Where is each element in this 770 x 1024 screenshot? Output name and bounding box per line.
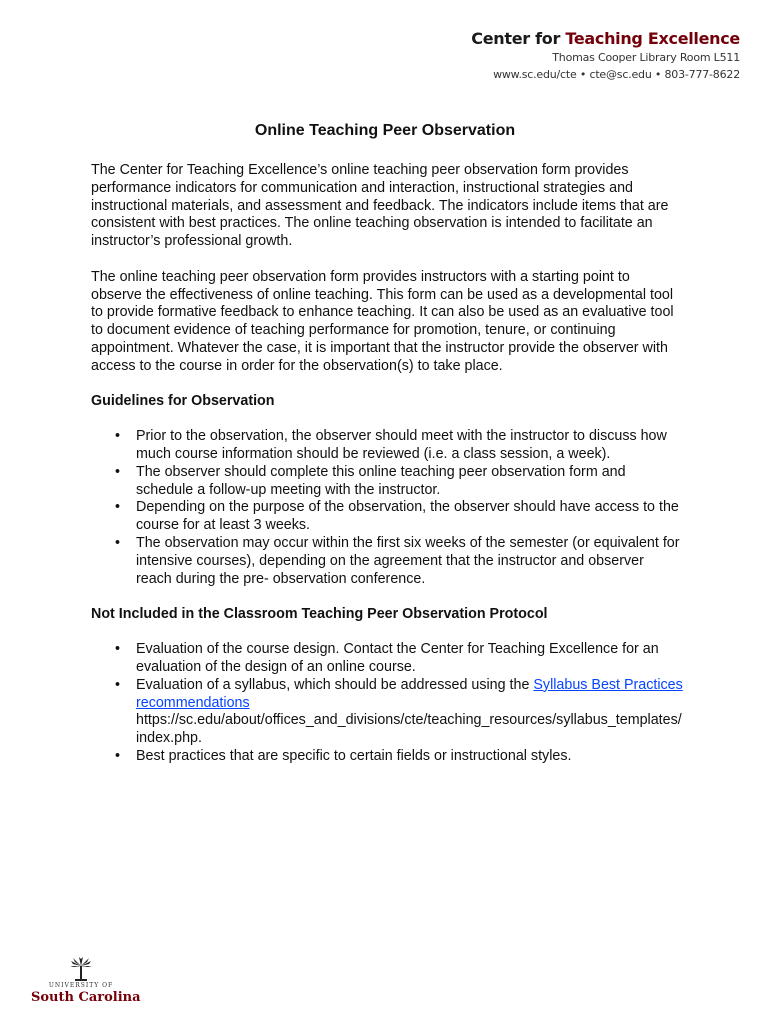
letterhead-title-part2: Teaching Excellence (565, 29, 740, 48)
university-logo (31, 956, 141, 1005)
list-item-text (136, 677, 683, 746)
list-item-text: Best practices that are specific to certain fields or instructional styles. (136, 747, 572, 764)
list-item (115, 535, 683, 588)
letterhead-address: Thomas Cooper Library Room L511 (552, 51, 740, 64)
bullet-icon: • (115, 534, 121, 551)
logo-south-carolina: South Carolina (31, 990, 141, 1005)
list-item (115, 748, 683, 766)
bullet-icon: • (115, 641, 121, 658)
palmetto-tree-icon (68, 956, 94, 982)
letterhead-title (471, 29, 740, 49)
bullet-icon: • (115, 499, 121, 516)
letterhead-title-part1: Center for (471, 29, 561, 48)
not-included-heading: Not Included in the Classroom Teaching Peer Observation Protocol (91, 606, 548, 623)
syllabus-best-practices-link[interactable]: Syllabus Best Practices recommendations (136, 676, 683, 711)
not-included-list (115, 641, 683, 766)
document-body (91, 162, 683, 784)
guidelines-list (115, 428, 683, 588)
list-item-text: Prior to the observation, the observer should meet with the instructor to discuss how much course information should be reviewed (i.e. a class session, a week). (136, 428, 667, 462)
letterhead (471, 29, 740, 83)
letterhead-contact: www.sc.edu/cte • cte@sc.edu • 803-777-8622 (493, 68, 740, 81)
list-item-text: The observer should complete this online teaching peer observation form and schedule a follow-up meeting with the instructor. (136, 463, 626, 498)
list-item-text: Evaluation of the course design. Contact the Center for Teaching Excellence for an evaluation of the design of an online course. (136, 641, 659, 675)
logo-university-of: UNIVERSITY OF (48, 982, 114, 989)
list-item (115, 677, 683, 748)
list-item-text: The observation may occur within the first six weeks of the semester (or equivalent for intensive courses), depending on the agreement that the instructor and observer reach during the pre- observation conference. (136, 534, 680, 587)
list-item-text: Depending on the purpose of the observation, the observer should have access to the course for at least 3 weeks. (136, 499, 679, 534)
intro-paragraph: The Center for Teaching Excellence’s online teaching peer observation form provides performance indicators for communication and interaction, instructional strategies and instructional materials, and assessment and feedback. The indicators include items that are consistent with best practices. The online teaching observation is intended to facilitate an instructor’s professional growth. (91, 162, 669, 250)
guidelines-heading: Guidelines for Observation (91, 393, 275, 410)
bullet-icon: • (115, 463, 121, 480)
list-item (115, 428, 683, 464)
bullet-icon: • (115, 676, 121, 693)
list-item (115, 641, 683, 677)
document-title: Online Teaching Peer Observation (254, 122, 516, 139)
list-item (115, 464, 683, 500)
list-item (115, 499, 683, 535)
syllabus-url: https://sc.edu/about/offices_and_divisions/cte/teaching_resources/syllabus_templates/index.php. (136, 712, 682, 747)
syllabus-text: Evaluation of a syllabus, which should be addressed using the (136, 676, 534, 693)
bullet-icon: • (115, 428, 121, 445)
purpose-paragraph: The online teaching peer observation form provides instructors with a starting point to observe the effectiveness of online teaching. This form can be used as a developmental tool to provide formative feedback to enhance teaching. It can also be used as an evaluative tool to document evidence of teaching performance for promotion, tenure, or continuing appointment. Whatever the case, it is important that the instructor provide the observer with access to the course in order for the observation(s) to take place. (91, 268, 674, 374)
bullet-icon: • (115, 747, 121, 764)
